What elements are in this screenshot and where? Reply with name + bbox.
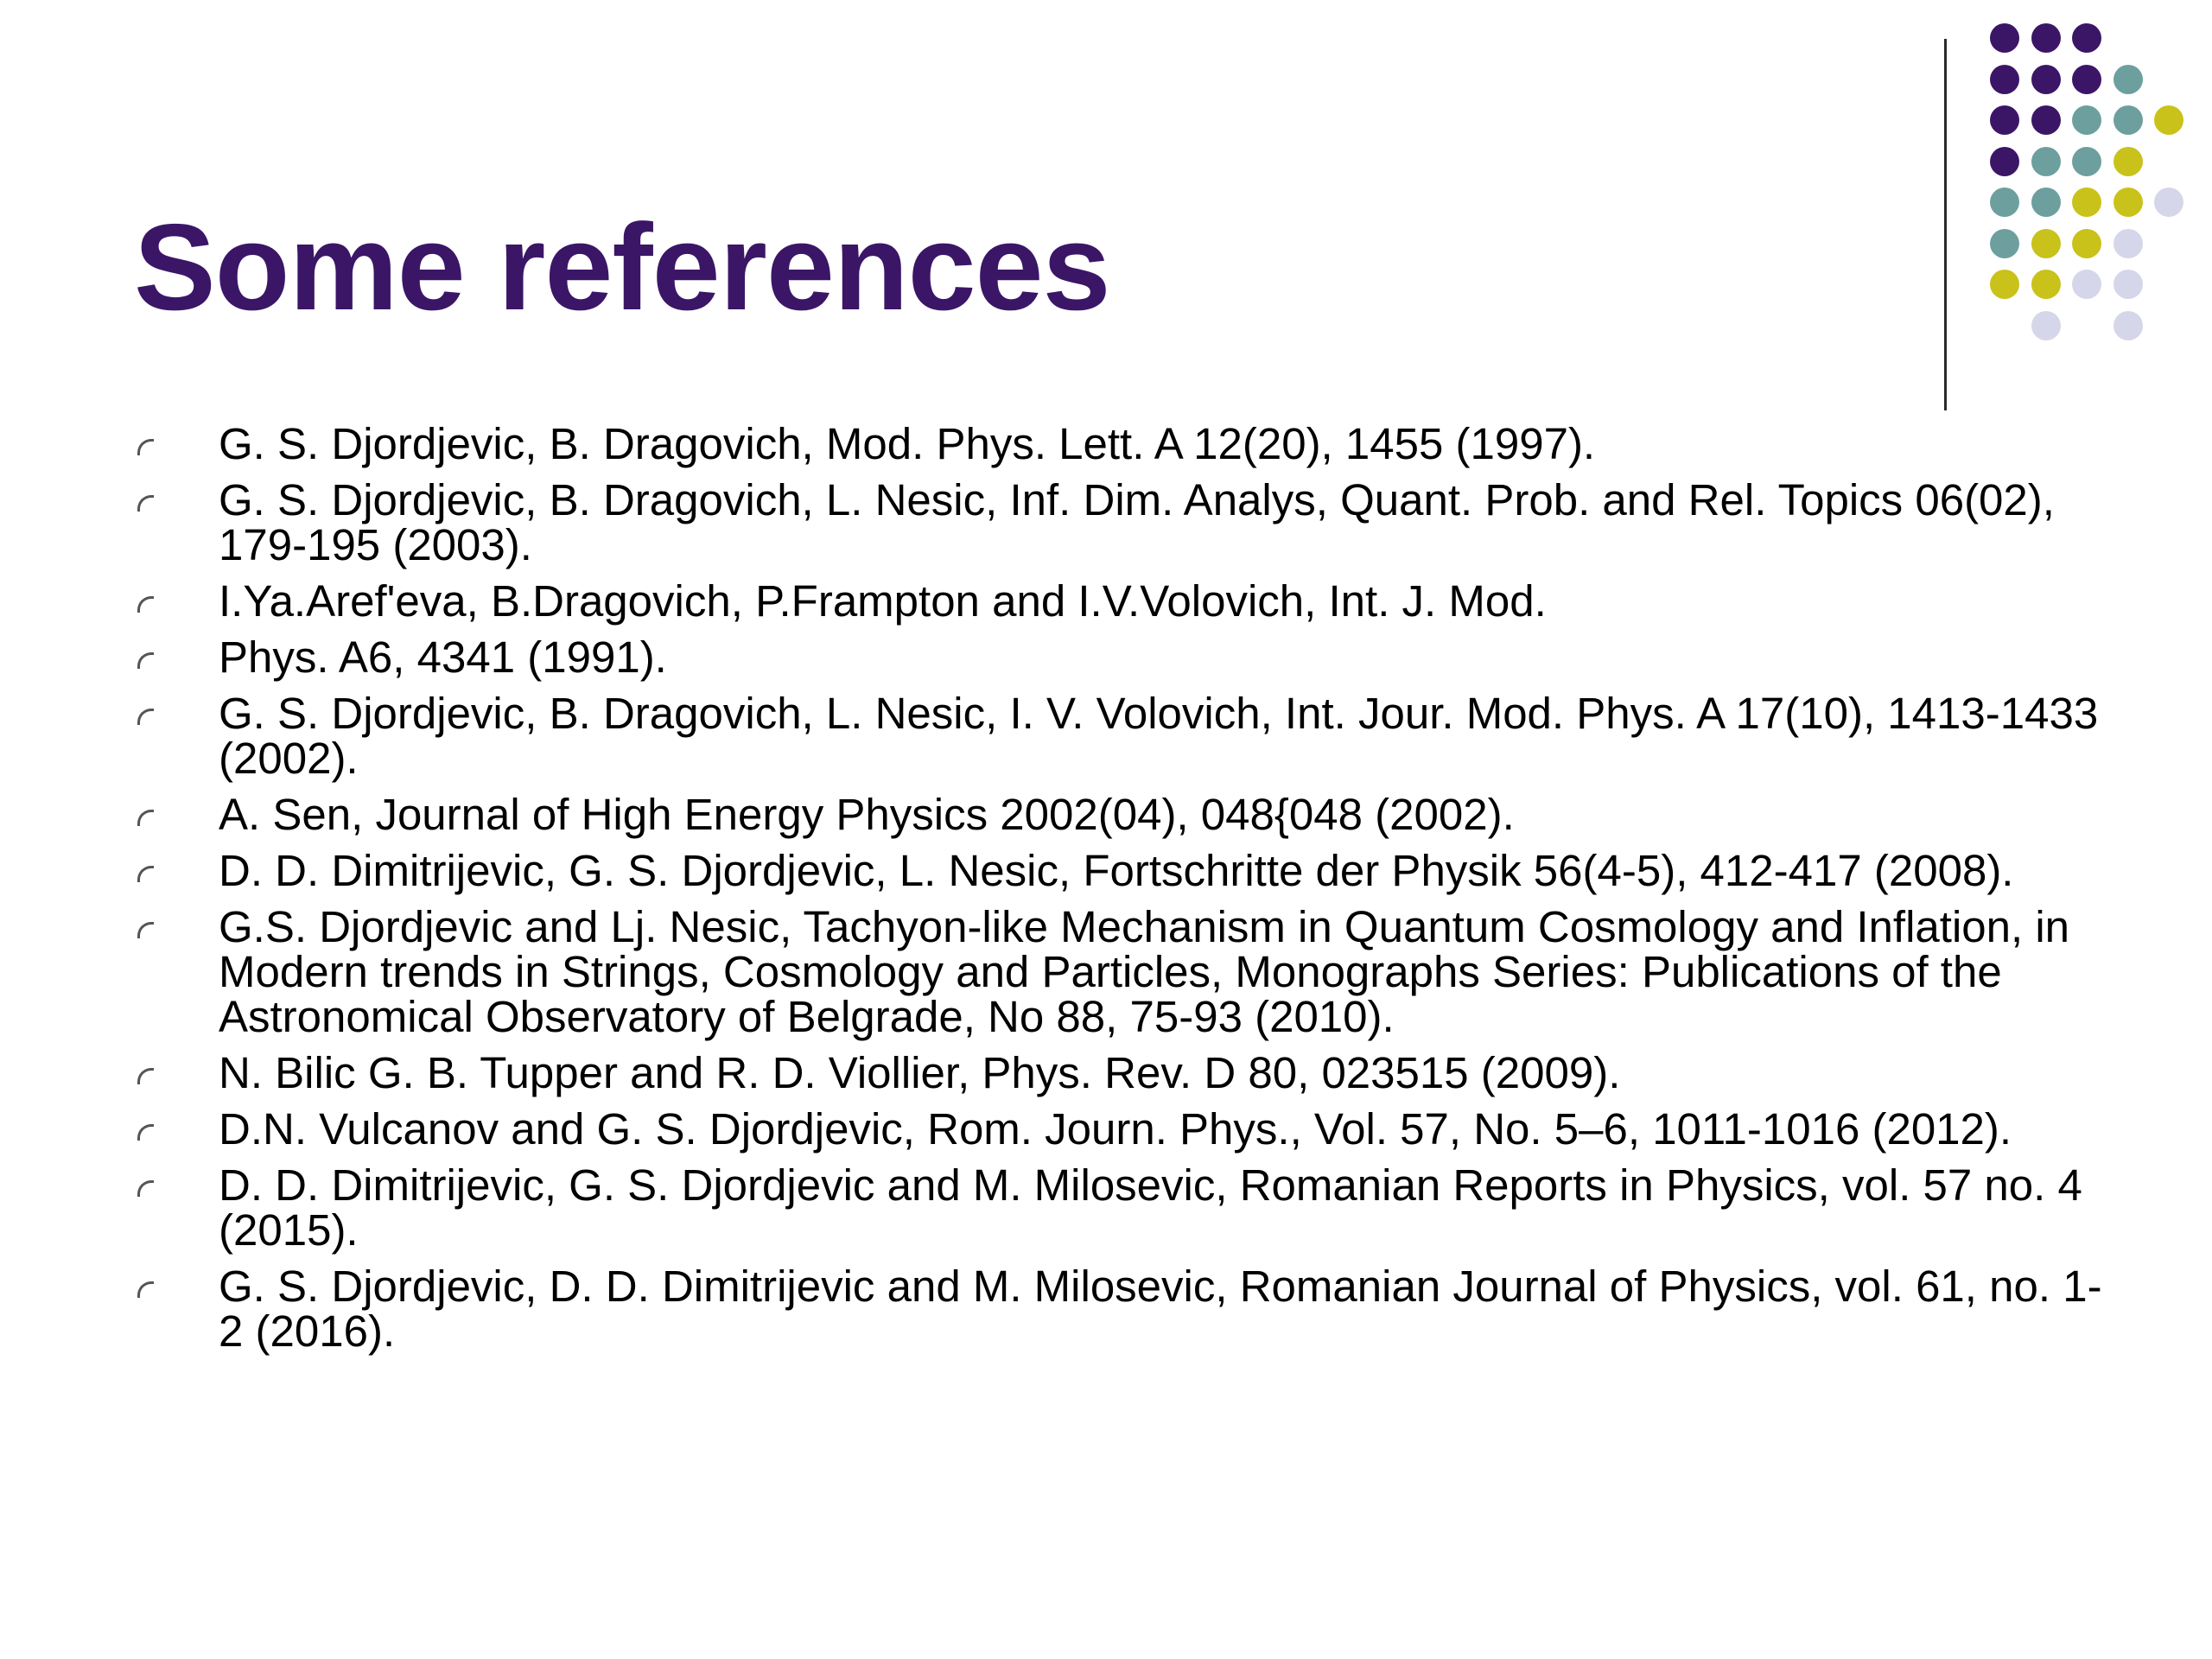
reference-item bbox=[134, 902, 2121, 1041]
reference-item bbox=[134, 632, 2121, 682]
olive-dot-icon bbox=[2031, 270, 2061, 299]
reference-text: G. S. Djordjevic, D. D. Dimitrijevic and M. Milosevic, Romanian Journal of Physics, vol. 61, no. 1-2 (2016). bbox=[219, 1262, 2102, 1356]
reference-text: D. D. Dimitrijevic, G. S. Djordjevic, L. Nesic, Fortschritte der Physik 56(4-5), 412-417 (2008). bbox=[219, 846, 2014, 895]
purple-dot-icon bbox=[2031, 105, 2061, 135]
bullet-icon bbox=[137, 1124, 154, 1141]
purple-dot-icon bbox=[1990, 147, 2019, 176]
bullet-icon bbox=[137, 922, 154, 938]
bullet-icon bbox=[137, 1068, 154, 1084]
olive-dot-icon bbox=[2072, 229, 2101, 258]
purple-dot-icon bbox=[2072, 65, 2101, 94]
olive-dot-icon bbox=[2154, 105, 2183, 135]
reference-text: G. S. Djordjevic, B. Dragovich, L. Nesic, I. V. Volovich, Int. Jour. Mod. Phys. A 17(10), 1413-1433 (2002). bbox=[219, 689, 2099, 783]
teal-dot-icon bbox=[2072, 147, 2101, 176]
reference-item bbox=[134, 846, 2121, 895]
reference-item bbox=[134, 1160, 2121, 1255]
lavender-dot-icon bbox=[2113, 270, 2143, 299]
lavender-dot-icon bbox=[2154, 188, 2183, 217]
purple-dot-icon bbox=[1990, 105, 2019, 135]
reference-text: G. S. Djordjevic, B. Dragovich, L. Nesic, Inf. Dim. Analys, Quant. Prob. and Rel. Topics 06(02), 179-195 (2003). bbox=[219, 475, 2055, 569]
reference-list bbox=[134, 419, 2121, 1365]
bullet-icon bbox=[137, 709, 154, 725]
purple-dot-icon bbox=[2072, 23, 2101, 53]
reference-item bbox=[134, 475, 2121, 569]
olive-dot-icon bbox=[2113, 188, 2143, 217]
bullet-icon bbox=[137, 596, 154, 613]
teal-dot-icon bbox=[2031, 188, 2061, 217]
reference-item bbox=[134, 1104, 2121, 1154]
teal-dot-icon bbox=[1990, 188, 2019, 217]
olive-dot-icon bbox=[2072, 188, 2101, 217]
bullet-icon bbox=[137, 439, 154, 455]
teal-dot-icon bbox=[2031, 147, 2061, 176]
reference-text: I.Ya.Aref'eva, B.Dragovich, P.Frampton and I.V.Volovich, Int. J. Mod. bbox=[219, 576, 1547, 626]
lavender-dot-icon bbox=[2113, 311, 2143, 340]
reference-text: G.S. Djordjevic and Lj. Nesic, Tachyon-like Mechanism in Quantum Cosmology and Inflation, in Modern trends in Strings, Cosmology and Particles, Monographs Series: Publications of the Astronomical Observatory of Belgrade, No 88, 75-93 (2010). bbox=[219, 902, 2070, 1041]
bullet-icon bbox=[137, 866, 154, 882]
slide-title: Some references bbox=[134, 199, 1110, 336]
olive-dot-icon bbox=[1990, 270, 2019, 299]
purple-dot-icon bbox=[1990, 65, 2019, 94]
reference-text: A. Sen, Journal of High Energy Physics 2002(04), 048{048 (2002). bbox=[219, 790, 1515, 839]
lavender-dot-icon bbox=[2072, 270, 2101, 299]
reference-item bbox=[134, 1048, 2121, 1097]
reference-item bbox=[134, 419, 2121, 468]
reference-item bbox=[134, 792, 2121, 837]
bullet-icon bbox=[137, 1180, 154, 1197]
reference-item bbox=[134, 576, 2121, 626]
purple-dot-icon bbox=[1990, 23, 2019, 53]
olive-dot-icon bbox=[2031, 229, 2061, 258]
teal-dot-icon bbox=[2113, 65, 2143, 94]
teal-dot-icon bbox=[2072, 105, 2101, 135]
lavender-dot-icon bbox=[2031, 311, 2061, 340]
bullet-icon bbox=[137, 1281, 154, 1298]
bullet-icon bbox=[137, 810, 154, 826]
reference-text: D. D. Dimitrijevic, G. S. Djordjevic and M. Milosevic, Romanian Reports in Physics, vol. 57 no. 4 (2015). bbox=[219, 1160, 2082, 1255]
reference-text: D.N. Vulcanov and G. S. Djordjevic, Rom. Journ. Phys., Vol. 57, No. 5–6, 1011-1016 (2012). bbox=[219, 1104, 2012, 1154]
reference-text: Phys. A6, 4341 (1991). bbox=[219, 632, 667, 682]
bullet-icon bbox=[137, 495, 154, 512]
reference-item bbox=[134, 1264, 2121, 1354]
reference-text: N. Bilic G. B. Tupper and R. D. Viollier, Phys. Rev. D 80, 023515 (2009). bbox=[219, 1048, 1621, 1097]
reference-item bbox=[134, 691, 2121, 781]
vertical-divider bbox=[1944, 39, 1947, 410]
teal-dot-icon bbox=[1990, 229, 2019, 258]
reference-text: G. S. Djordjevic, B. Dragovich, Mod. Phys. Lett. A 12(20), 1455 (1997). bbox=[219, 419, 1596, 468]
teal-dot-icon bbox=[2113, 105, 2143, 135]
olive-dot-icon bbox=[2113, 147, 2143, 176]
purple-dot-icon bbox=[2031, 23, 2061, 53]
bullet-icon bbox=[137, 652, 154, 669]
purple-dot-icon bbox=[2031, 65, 2061, 94]
lavender-dot-icon bbox=[2113, 229, 2143, 258]
